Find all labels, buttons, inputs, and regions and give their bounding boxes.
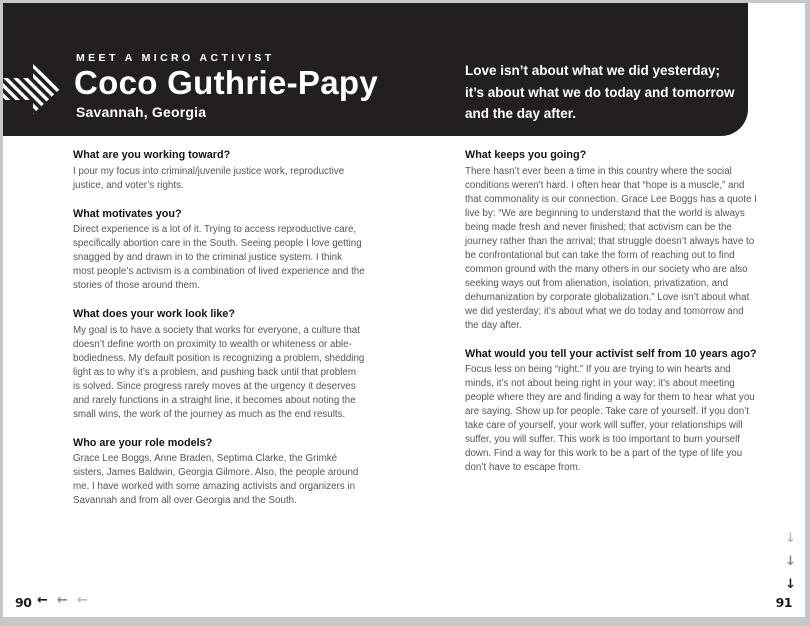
down-arrow-icon: ↓ (785, 577, 796, 592)
left-arrow-icon: ← (76, 593, 88, 608)
down-arrow-icon: ↓ (785, 554, 796, 569)
striped-arrow-icon (3, 58, 61, 120)
qa-block (465, 149, 757, 333)
left-column (73, 149, 365, 523)
section-kicker: MEET A MICRO ACTIVIST (76, 52, 275, 64)
qa-block (73, 149, 365, 193)
answer-text: Grace Lee Boggs, Anne Braden, Septima Clarke, the Grimké sisters, James Baldwin, Georgia Gilmore. Also, the people around me. I have worked with some amazing activists and organizers in Savannah and from all over Georgia and the South. (73, 453, 359, 506)
question-heading: What would you tell your activist self from 10 years ago? (465, 347, 757, 360)
book-page-spread (3, 3, 805, 617)
pull-quote-line: and the day after. (465, 106, 577, 121)
qa-block (73, 308, 365, 422)
qa-block (73, 437, 365, 509)
question-heading: What does your work look like? (73, 308, 235, 320)
qa-block (73, 208, 365, 294)
page-number-right: 91 (775, 595, 792, 610)
pull-quote (465, 60, 745, 125)
page-number-left: 90 (15, 595, 32, 610)
answer-text: My goal is to have a society that works for everyone, a culture that doesn’t define worth on proximity to wealth or whiteness or able-bodiedness. My default position is recognizing a problem, shedding light as to why it’s a problem, and pushing back until that problem is solved. Since progress rarely moves at the urgency it deserves and rarely functions in a straight line, it becomes about noting the small wins, the work of the journey as much as the end results. (73, 324, 365, 420)
question-heading: Who are your role models? (73, 436, 213, 449)
question-heading: What keeps you going? (465, 149, 587, 161)
activist-name: Coco Guthrie-Papy (74, 64, 378, 101)
down-arrow-icon: ↓ (785, 531, 796, 546)
pull-quote-line: Love isn’t about what we did yesterday; (465, 63, 721, 78)
left-arrow-icon: ← (37, 593, 48, 608)
question-heading: What are you working toward? (73, 149, 231, 161)
header-band (3, 3, 748, 136)
right-column (465, 149, 757, 490)
answer-text: Direct experience is a lot of it. Trying to access reproductive care, specifically abortion care in the South. Seeing people I love getting snagged by and drawn in to the criminal justice system. I think most people’s activism is a combination of lived experience and the stories of those around them. (73, 224, 365, 291)
down-arrows-group (785, 530, 796, 593)
qa-block (465, 348, 757, 476)
activist-location: Savannah, Georgia (76, 104, 207, 120)
left-arrow-icon: ← (56, 593, 68, 608)
answer-text: Focus less on being “right.” If you are trying to win hearts and minds, it’s not about being right in your way; it’s about meeting people where they are and finding a way for them to hear what you are saying. Show up for people. Take care of yourself. If you don’t take care of yourself, your work will suffer, your relationships will suffer, you will suffer. This work is too important to burn yourself down. Find a way for this work to be a part of the type of life you don’t have to escape from. (465, 364, 755, 473)
pull-quote-line: it’s about what we do today and tomorrow (465, 84, 735, 100)
answer-text: There hasn’t ever been a time in this country where the social conditions weren’t hard. I often hear that “hope is a muscle,” and that commonality is our connection. Grace Lee Boggs has a quote I live by: “We are beginning to understand that the world is always being made fresh and never finished; that activism can be the journey rather than the arrival; that struggle doesn’t always have to be confrontational but can take the form of reaching out to find common ground with the many others in our society who are also seeking ways out from alienation, isolation, privatization, and dehumanization by corporate globalization.” Love isn’t about what we did yesterday; it’s about what we do today and tomorrow and the day after. (465, 165, 757, 331)
answer-text: I pour my focus into criminal/juvenile justice work, reproductive justice, and voter’s rights. (73, 165, 345, 191)
back-arrows-group (37, 593, 88, 608)
question-heading: What motivates you? (73, 207, 182, 220)
